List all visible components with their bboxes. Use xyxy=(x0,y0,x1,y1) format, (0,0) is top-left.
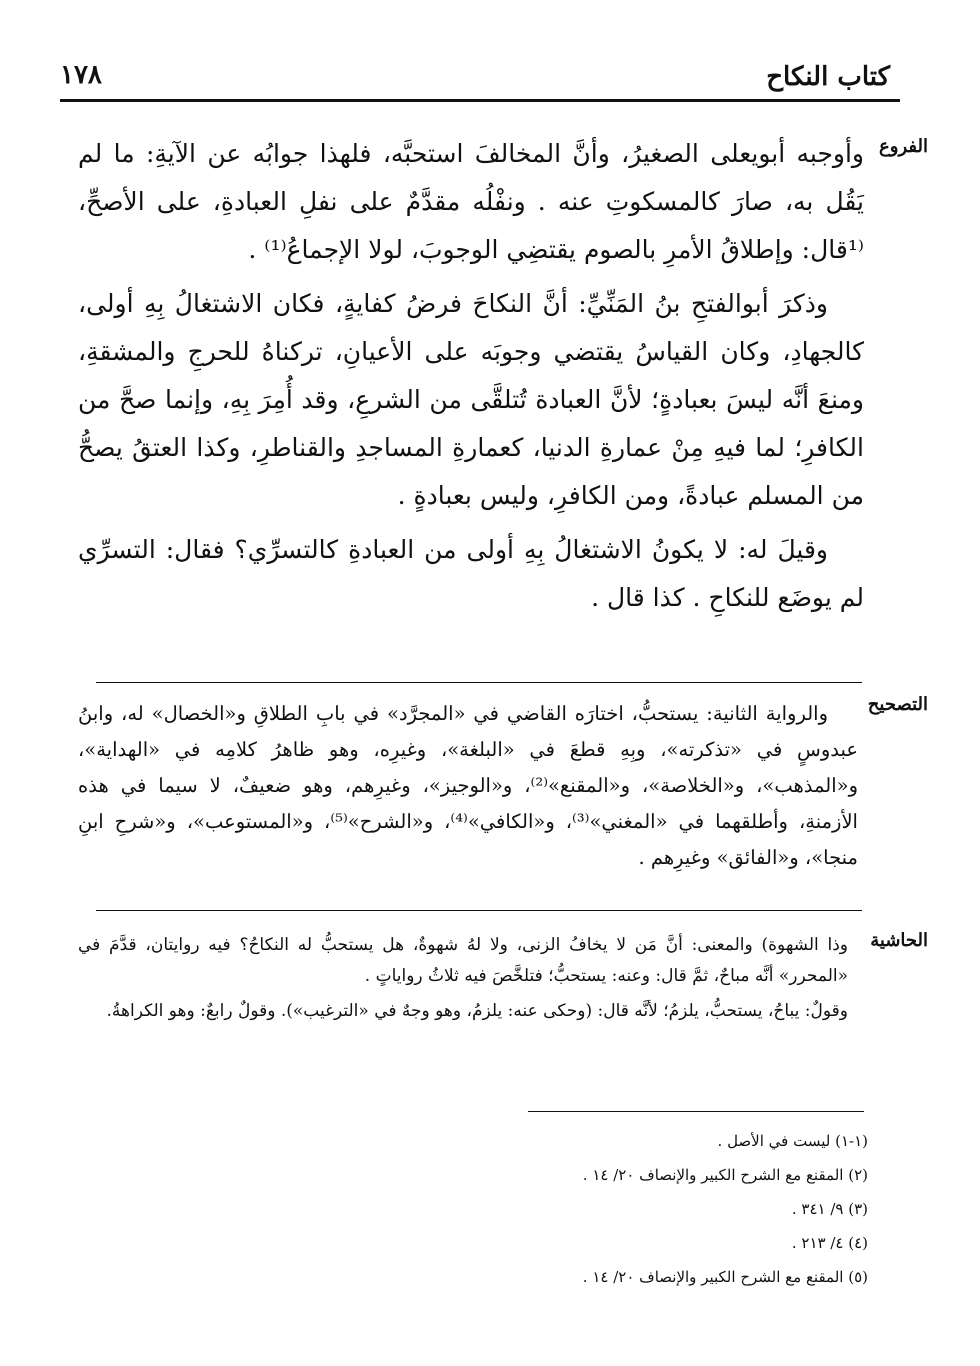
section-divider-2 xyxy=(96,910,862,911)
furu-paragraph-2: وذكرَ أبوالفتحِ بنُ المَنِّيِّ: أنَّ النكاحَ فرضُ كفايةٍ، فكان الاشتغالُ بِهِ أولى، كالجهادِ، وكان القياسُ يقتضي وجوبَه على الأعيانِ، تركناهُ للحرجِ والمشقةِ، ومنعَ أنَّه ليسَ بعبادةٍ؛ لأنَّ العبادة تُتلقَّى من الشرعِ، وقد أُمِرَ بِهِ، وإنما صحَّ من الكافرِ؛ لما فيهِ مِنْ عمارةِ الدنيا، كعمارةِ المساجدِ والقناطرِ، وكذا العتقُ يصحُّ من المسلم عبادةً، ومن الكافرِ، وليس بعبادةٍ . xyxy=(78,289,864,510)
furu-paragraph-3: وقيلَ له: لا يكونُ الاشتغالُ بِهِ أولى من العبادةِ كالتسرِّي؟ فقال: التسرِّي لم يوضَع للنكاحِ . كذا قال . xyxy=(78,535,864,612)
section-label-tashih: التصحيح xyxy=(867,694,928,715)
hashiya-text xyxy=(78,930,848,1031)
tashih-text xyxy=(78,696,858,876)
hashiya-paragraph-2: وقولٌ: يباحُ، يستحبُّ، يلزمُ؛ لأنَّه قال: (وحكى عنه: يلزمُ، وهو وجهٌ في «الترغيب»). وقولٌ رابعٌ: وهو الكراهةُ. xyxy=(106,1001,848,1021)
section-label-furu: الفروع xyxy=(879,136,928,157)
page-header xyxy=(60,58,900,102)
footnote-item: (٢) المقنع مع الشرح الكبير والإنصاف ٢٠/ ١٤ . xyxy=(582,1166,868,1184)
running-title: كتاب النكاح xyxy=(766,62,890,92)
footnote-item: (٣) ٩/ ٣٤١ . xyxy=(791,1200,868,1218)
footnote-item: (١-١) ليست في الأصل . xyxy=(717,1132,868,1150)
header-rule xyxy=(60,99,900,102)
furu-paragraph-1: وأوجبه أبويعلى الصغيرُ، وأنَّ المخالفَ استحبَّه، فلهذا جوابُه عن الآيةِ: ما لم يَقُل به، صارَ كالمسكوتِ عنه . ونفْلُه مقدَّمٌ على نفلِ العبادةِ، على الأصحِّ، ⁽¹قال: وإطلاقُ الأمرِ بالصوم يقتضِي الوجوبَ، لولا الإجماعُ⁽¹⁾ . xyxy=(78,139,864,264)
footnote-item: (٥) المقنع مع الشرح الكبير والإنصاف ٢٠/ ١٤ . xyxy=(582,1268,868,1286)
hashiya-paragraph-1: وذا الشهوة) والمعنى: أنَّ مَن لا يخافُ الزنى، ولا لهُ شهوةٌ، هل يستحبُّ له النكاحُ؟ فيه روايتان، قدَّمَ في «المحرر» أنَّه مباحٌ، ثمَّ قال: وعنه: يستحبُّ؛ فتلخَّصَ فيه ثلاثُ رواياتٍ . xyxy=(78,935,848,986)
footnote-item: (٤) ٤/ ٢١٣ . xyxy=(791,1234,868,1252)
section-divider-1 xyxy=(96,682,862,683)
tashih-paragraph-1: والرواية الثانية: يستحبُّ، اختارَه القاضي في «المجرَّد» في بابِ الطلاقِ و«الخصال» له، وابنُ عبدوسٍ في «تذكرته»، وبِهِ قطعَ في «البلغة»، وغيرِه، وهو ظاهرُ كلامِه في «الهداية»، و«المذهب»، و«الخلاصة»، و«المقنع»⁽²⁾، و«الوجيز»، وغيرِهم، وهو ضعيفٌ، لا سيما في هذه الأزمنةِ، وأطلقهما في «المغني»⁽³⁾، و«الكافي»⁽⁴⁾، و«الشرح»⁽⁵⁾، و«المستوعب»، و«شرحِ ابنِ منجا»، و«الفائق» وغيرِهم . xyxy=(78,702,858,869)
section-label-hashiya: الحاشية xyxy=(870,930,928,951)
page-number: ١٧٨ xyxy=(60,60,102,90)
footnote-rule xyxy=(528,1111,864,1112)
footnotes xyxy=(200,1124,868,1294)
furu-text xyxy=(78,130,864,628)
